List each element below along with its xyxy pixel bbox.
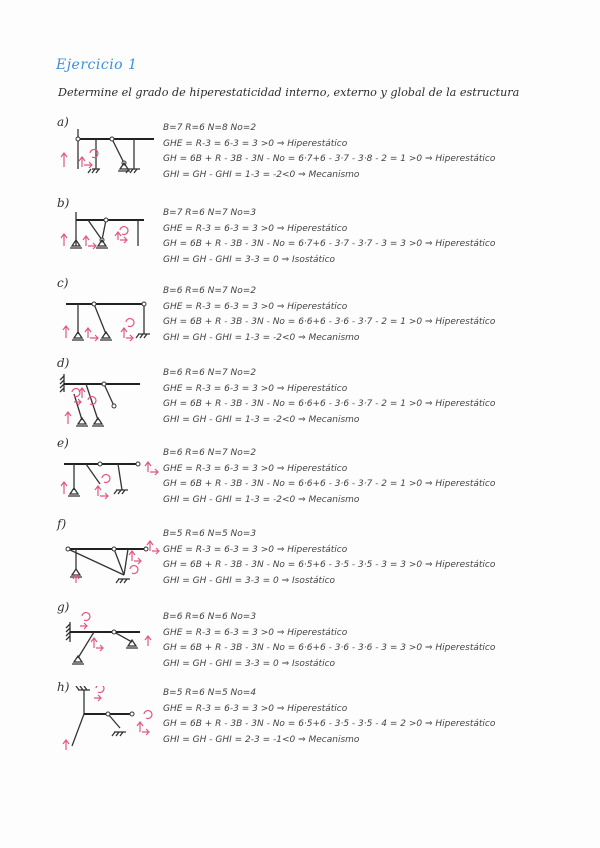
exercise-label: c): [57, 276, 69, 290]
structure-diagram-g: [58, 606, 162, 672]
ghe-line: GHE = R-3 = 6-3 = 3 >0 ⇒ Hiperestático: [163, 463, 348, 474]
structure-diagram-f: [58, 523, 162, 589]
variables-line: B=7 R=6 N=8 No=2: [163, 123, 257, 133]
exercise-label: a): [57, 115, 69, 129]
gh-line: GH = 6B + R - 3B - 3N - No = 6·7+6 - 3·7 - 3·8 - 2 = 1 >0 ⇒ Hiperestático: [163, 154, 496, 164]
variables-line: B=7 R=6 N=7 No=3: [163, 208, 257, 218]
ghe-line: GHE = R-3 = 6-3 = 3 >0 ⇒ Hiperestático: [163, 383, 348, 394]
ghi-line: GHI = GH - GHI = 3-3 = 0 ⇒ Isostático: [163, 254, 336, 265]
variables-line: B=5 R=6 N=5 No=4: [163, 688, 257, 698]
exercise-e: [0, 436, 600, 516]
ghe-line: GHE = R-3 = 6-3 = 3 >0 ⇒ Hiperestático: [163, 544, 348, 555]
structure-diagram-h: [58, 686, 162, 756]
gh-line: GH = 6B + R - 3B - 3N - No = 6·6+6 - 3·6 - 3·6 - 3 = 3 >0 ⇒ Hiperestático: [163, 643, 496, 653]
problem-statement: Determine el grado de hiperestaticidad interno, externo y global de la estructura: [58, 86, 520, 99]
exercise-label: e): [57, 436, 69, 450]
solution-block: [163, 610, 495, 672]
gh-line: GH = 6B + R - 3B - 3N - No = 6·6+6 - 3·6 - 3·7 - 2 = 1 >0 ⇒ Hiperestático: [163, 479, 496, 489]
gh-line: GH = 6B + R - 3B - 3N - No = 6·5+6 - 3·5 - 3·5 - 3 = 3 >0 ⇒ Hiperestático: [163, 560, 496, 570]
structure-diagram-a: [58, 121, 158, 183]
exercise-label: g): [57, 600, 70, 614]
structure-diagram-e: [58, 442, 162, 504]
ghi-line: GHI = GH - GHI = 3-3 = 0 ⇒ Isostático: [163, 658, 336, 669]
solution-block: [163, 686, 495, 748]
ghe-line: GHE = R-3 = 6-3 = 3 >0 ⇒ Hiperestático: [163, 627, 348, 638]
exercise-title: Ejercicio 1: [56, 57, 138, 73]
gh-line: GH = 6B + R - 3B - 3N - No = 6·7+6 - 3·7 - 3·7 - 3 = 3 >0 ⇒ Hiperestático: [163, 239, 496, 249]
variables-line: B=6 R=6 N=7 No=2: [163, 286, 257, 296]
solution-block: [163, 527, 495, 589]
structure-diagram-b: [58, 202, 158, 264]
exercise-f: [0, 517, 600, 597]
ghe-line: GHE = R-3 = 6-3 = 3 >0 ⇒ Hiperestático: [163, 703, 348, 714]
exercise-h: [0, 680, 600, 760]
exercise-c: [0, 276, 600, 356]
gh-line: GH = 6B + R - 3B - 3N - No = 6·6+6 - 3·6 - 3·7 - 2 = 1 >0 ⇒ Hiperestático: [163, 317, 496, 327]
ghi-line: GHI = GH - GHI = 2-3 = -1<0 ⇒ Mecanismo: [163, 734, 360, 745]
ghe-line: GHE = R-3 = 6-3 = 3 >0 ⇒ Hiperestático: [163, 138, 348, 149]
variables-line: B=6 R=6 N=7 No=2: [163, 448, 257, 458]
exercise-d: [0, 356, 600, 436]
exercise-label: f): [57, 517, 67, 531]
exercise-label: b): [57, 196, 70, 210]
ghi-line: GHI = GH - GHI = 1-3 = -2<0 ⇒ Mecanismo: [163, 494, 360, 505]
variables-line: B=6 R=6 N=6 No=3: [163, 612, 257, 622]
variables-line: B=5 R=6 N=5 No=3: [163, 529, 257, 539]
exercise-a: [0, 115, 600, 195]
ghi-line: GHI = GH - GHI = 3-3 = 0 ⇒ Isostático: [163, 575, 336, 586]
variables-line: B=6 R=6 N=7 No=2: [163, 368, 257, 378]
ghe-line: GHE = R-3 = 6-3 = 3 >0 ⇒ Hiperestático: [163, 301, 348, 312]
ghi-line: GHI = GH - GHI = 1-3 = -2<0 ⇒ Mecanismo: [163, 332, 360, 343]
solution-block: [163, 284, 495, 346]
structure-diagram-c: [58, 282, 158, 344]
solution-block: [163, 366, 495, 428]
exercise-label: d): [57, 356, 70, 370]
ghi-line: GHI = GH - GHI = 1-3 = -2<0 ⇒ Mecanismo: [163, 414, 360, 425]
ghi-line: GHI = GH - GHI = 1-3 = -2<0 ⇒ Mecanismo: [163, 169, 360, 180]
solution-block: [163, 206, 495, 268]
gh-line: GH = 6B + R - 3B - 3N - No = 6·6+6 - 3·6 - 3·7 - 2 = 1 >0 ⇒ Hiperestático: [163, 399, 496, 409]
structure-diagram-d: [58, 362, 158, 428]
exercise-g: [0, 600, 600, 680]
solution-block: [163, 446, 495, 508]
exercise-label: h): [57, 680, 70, 694]
solution-block: [163, 121, 495, 183]
exercise-b: [0, 196, 600, 276]
gh-line: GH = 6B + R - 3B - 3N - No = 6·5+6 - 3·5 - 3·5 - 4 = 2 >0 ⇒ Hiperestático: [163, 719, 496, 729]
ghe-line: GHE = R-3 = 6-3 = 3 >0 ⇒ Hiperestático: [163, 223, 348, 234]
